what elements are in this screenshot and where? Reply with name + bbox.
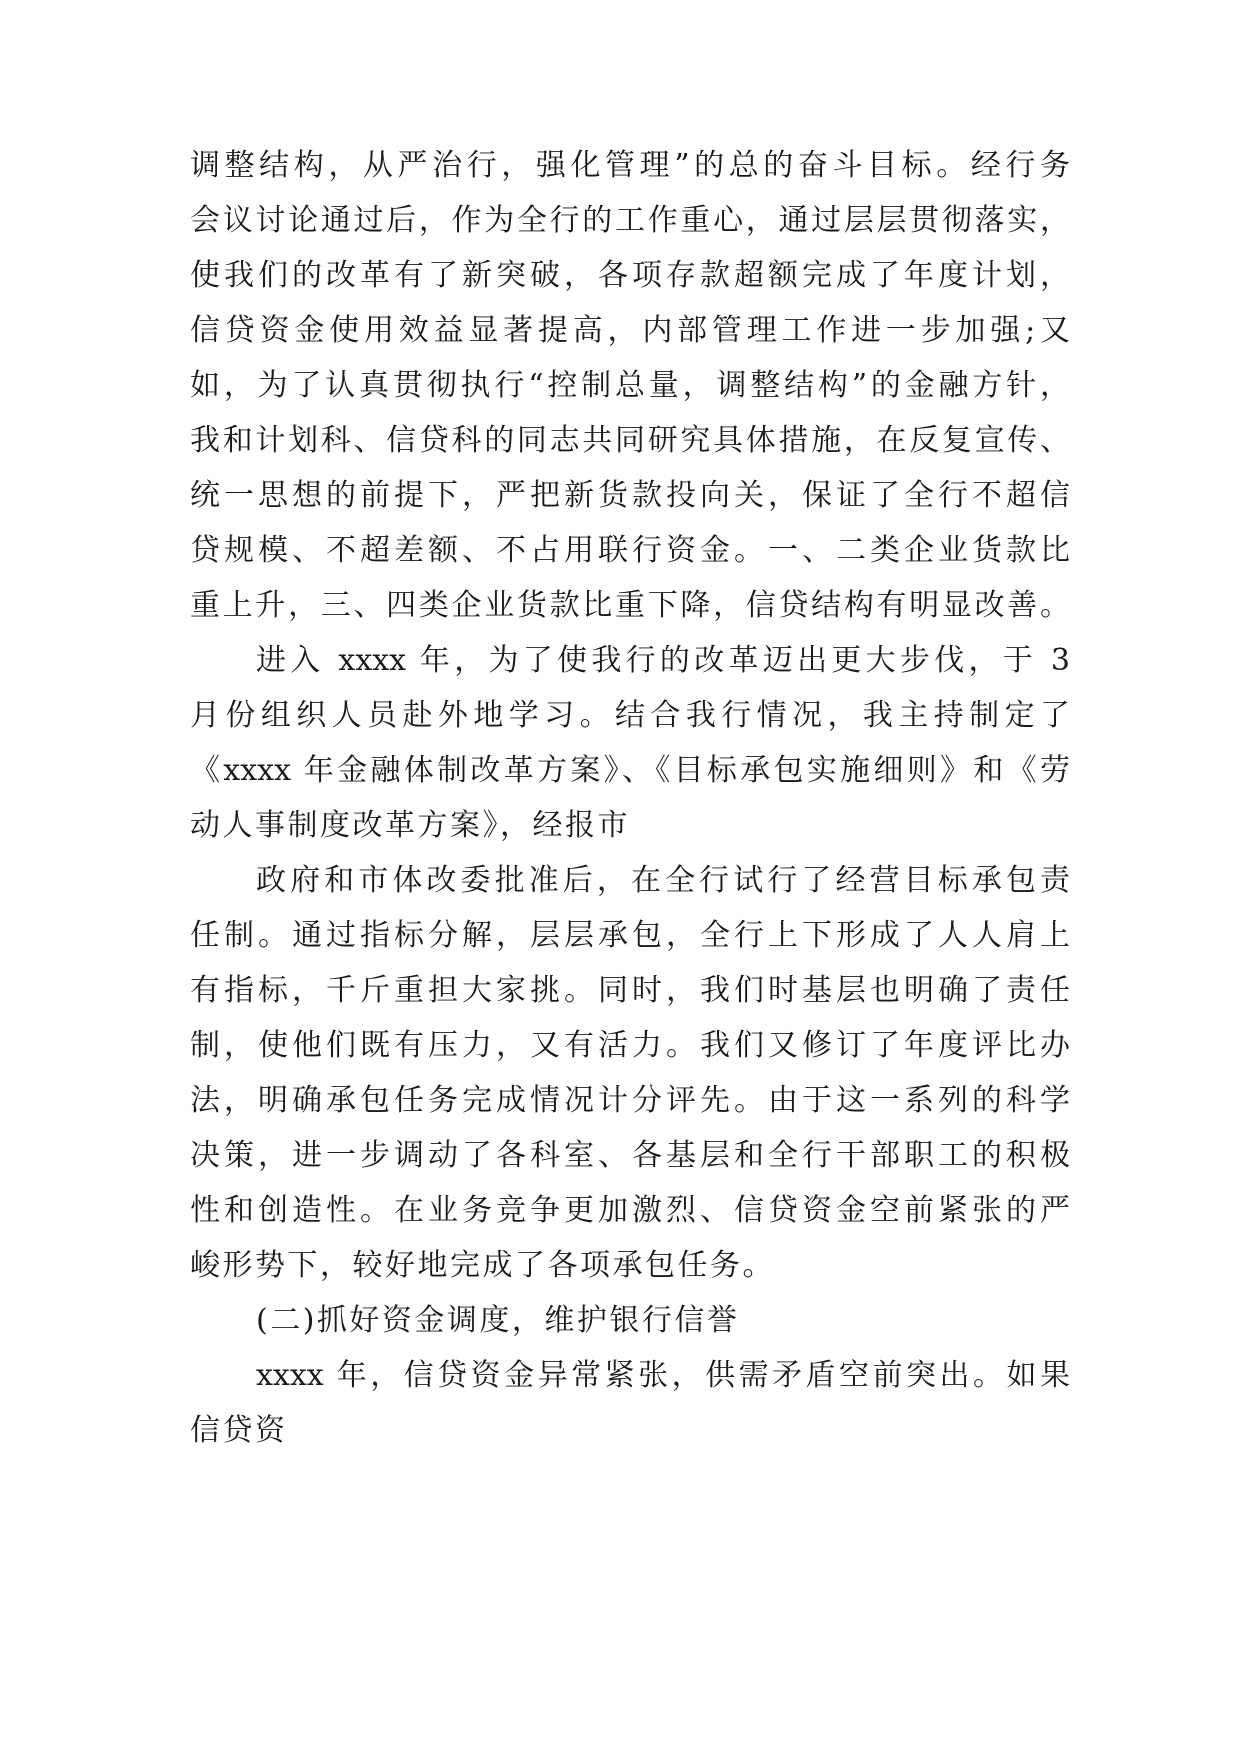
- text-line: 法，明确承包任务完成情况计分评先。由于这一系列的科学: [190, 1083, 1070, 1118]
- text-line: 月份组织人员赴外地学习。结合我行情况，我主持制定了: [190, 698, 1070, 733]
- text-line: 如，为了认真贯彻执行“控制总量，调整结构”的金融方针，: [190, 368, 1070, 403]
- text-line: 性和创造性。在业务竞争更加激烈、信贷资金空前紧张的严: [190, 1193, 1070, 1228]
- text-line: 重上升，三、四类企业货款比重下降，信贷结构有明显改善。: [190, 588, 1070, 623]
- text-line: 有指标，千斤重担大家挑。同时，我们时基层也明确了责任: [190, 973, 1070, 1008]
- text-line: 峻形势下，较好地完成了各项承包任务。: [190, 1248, 775, 1283]
- section-heading: (二)抓好资金调度，维护银行信誉: [256, 1303, 740, 1338]
- text-line: 决策，进一步调动了各科室、各基层和全行干部职工的积极: [190, 1138, 1070, 1173]
- text-line: 政府和市体改委批准后，在全行试行了经营目标承包责: [256, 863, 1070, 898]
- text-line: 我和计划科、信贷科的同志共同研究具体措施，在反复宣传、: [190, 423, 1070, 458]
- text-line: 《xxxx 年金融体制改革方案》、《目标承包实施细则》和《劳: [190, 753, 1070, 788]
- text-line: 使我们的改革有了新突破，各项存款超额完成了年度计划，: [190, 258, 1070, 293]
- text-line: 会议讨论通过后，作为全行的工作重心，通过层层贯彻落实，: [190, 203, 1070, 238]
- text-line: 贷规模、不超差额、不占用联行资金。一、二类企业货款比: [190, 533, 1070, 568]
- text-line: 调整结构，从严治行，强化管理”的总的奋斗目标。经行务: [190, 148, 1070, 183]
- text-line: 进入 xxxx 年，为了使我行的改革迈出更大步伐，于 3: [256, 643, 1070, 678]
- text-line: 信贷资: [190, 1413, 288, 1448]
- text-line: xxxx 年，信贷资金异常紧张，供需矛盾空前突出。如果: [256, 1358, 1070, 1393]
- text-line: 任制。通过指标分解，层层承包，全行上下形成了人人肩上: [190, 918, 1070, 953]
- text-line: 制，使他们既有压力，又有活力。我们又修订了年度评比办: [190, 1028, 1070, 1063]
- text-line: 信贷资金使用效益显著提高，内部管理工作进一步加强;又: [190, 313, 1070, 348]
- text-line: 统一思想的前提下，严把新货款投向关，保证了全行不超信: [190, 478, 1070, 513]
- text-line: 动人事制度改革方案》，经报市: [190, 808, 630, 843]
